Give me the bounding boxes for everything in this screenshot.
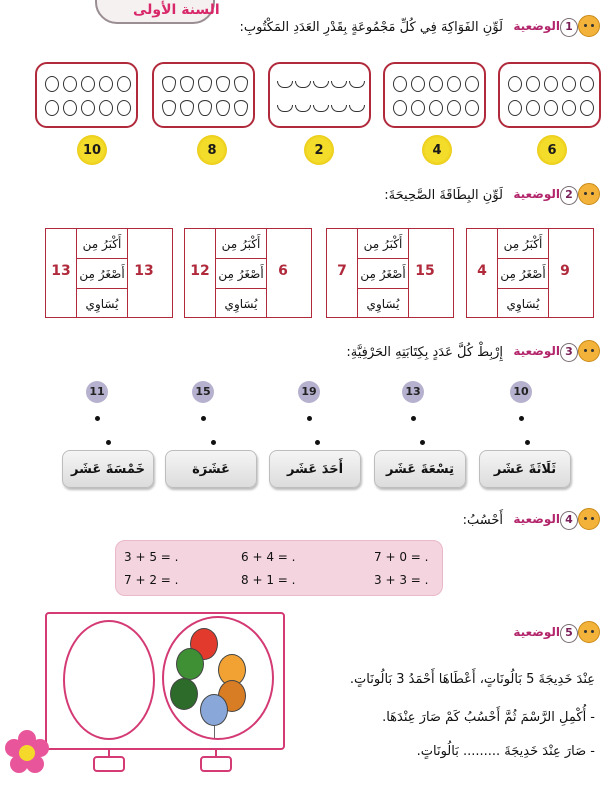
tomato-icon[interactable] [429, 100, 443, 116]
option-equal[interactable]: يُسَاوِي [224, 297, 258, 311]
apple-icon[interactable] [81, 100, 95, 116]
pear-icon[interactable] [180, 100, 194, 116]
apple-icon[interactable] [45, 76, 59, 92]
section-number: 4 [560, 511, 578, 530]
connect-dot[interactable] [420, 440, 425, 445]
connect-dot[interactable] [201, 416, 206, 421]
story-text: عِنْدَ خَدِيجَةَ 5 بَالُونَاتٍ، أَعْطَاهَا أَحْمَدُ 3 بَالُونَاتٍ. [349, 672, 595, 687]
bear-icon [578, 183, 600, 205]
banana-icon[interactable] [313, 81, 329, 88]
answer-box[interactable] [200, 756, 232, 772]
option-greater[interactable]: أَكْبَرُ مِن [358, 229, 408, 259]
instruction-4: أَحْسُبُ: [462, 513, 503, 528]
pear-icon[interactable] [216, 100, 230, 116]
apple-icon[interactable] [99, 100, 113, 116]
connect-dot[interactable] [525, 440, 530, 445]
section-number: 5 [560, 624, 578, 643]
option-less[interactable]: أَصْغَرُ مِن [216, 259, 266, 289]
tomato-icon[interactable] [393, 76, 407, 92]
count-star: 4 [422, 135, 452, 165]
section-number: 1 [560, 18, 578, 37]
card-right-number: 9 [560, 263, 570, 279]
strawberry-icon[interactable] [562, 100, 576, 116]
number-circle[interactable]: 19 [298, 381, 320, 403]
card-options [357, 228, 409, 318]
count-star: 10 [77, 135, 107, 165]
option-equal[interactable]: يُسَاوِي [506, 297, 540, 311]
pear-icon[interactable] [162, 100, 176, 116]
number-word[interactable]: خَمْسَةَ عَشَر [62, 450, 154, 488]
number-circle[interactable]: 11 [86, 381, 108, 403]
strawberry-icon[interactable] [580, 76, 594, 92]
banana-icon[interactable] [331, 81, 347, 88]
option-less[interactable]: أَصْغَرُ مِن [498, 259, 548, 289]
connect-dot[interactable] [106, 440, 111, 445]
bear-icon [578, 15, 600, 37]
calculation[interactable]: 3 + 5 = . [124, 550, 179, 564]
section-number: 2 [560, 186, 578, 205]
bear-icon [578, 508, 600, 530]
pear-icon[interactable] [180, 76, 194, 92]
instruction-1: لَوِّنِ الفَوَاكِهَ فِي كُلِّ مَجْمُوعَةٍ بِقَدْرِ العَدَدِ المَكْتُوبِ: [239, 20, 503, 35]
banana-icon[interactable] [277, 81, 293, 88]
section-label: الوضعية [513, 187, 560, 201]
instruction-3: إِرْبِطْ كُلَّ عَدَدٍ بِكِتَابَتِهِ الحَرْفِيَّةِ: [346, 345, 503, 360]
comparison-card[interactable] [184, 228, 312, 318]
comparison-card[interactable] [466, 228, 594, 318]
tomato-icon[interactable] [429, 76, 443, 92]
count-star: 2 [304, 135, 334, 165]
fruit-group-pears [152, 62, 255, 128]
calculation[interactable]: 7 + 2 = . [124, 573, 179, 587]
fruit-group-tomatoes [383, 62, 486, 128]
banana-icon[interactable] [295, 81, 311, 88]
option-less[interactable]: أَصْغَرُ مِن [77, 259, 127, 289]
apple-icon[interactable] [63, 100, 77, 116]
number-word[interactable]: أَحَدَ عَشَر [269, 450, 361, 488]
calculation[interactable]: 6 + 4 = . [241, 550, 296, 564]
banana-icon[interactable] [349, 105, 365, 112]
card-options [215, 228, 267, 318]
fruit-grid [276, 72, 366, 120]
number-circle[interactable]: 10 [510, 381, 532, 403]
balloon-string [214, 726, 215, 738]
strawberry-icon[interactable] [508, 100, 522, 116]
connect-dot[interactable] [307, 416, 312, 421]
calculation[interactable]: 8 + 1 = . [241, 573, 296, 587]
option-greater[interactable]: أَكْبَرُ مِن [77, 229, 127, 259]
story-task: - أُكْمِلِ الرَّسْمَ ثُمَّ أَحْسُبُ كَمْ صَارَ عِنْدَهَا. [382, 710, 595, 725]
fruit-group-bananas [268, 62, 371, 128]
option-less[interactable]: أَصْغَرُ مِن [358, 259, 408, 289]
answer-box[interactable] [93, 756, 125, 772]
card-right-number: 15 [415, 263, 435, 279]
connect-dot[interactable] [315, 440, 320, 445]
fruit-group-strawberries [498, 62, 601, 128]
banana-icon[interactable] [295, 105, 311, 112]
apple-icon[interactable] [117, 100, 131, 116]
tomato-icon[interactable] [465, 100, 479, 116]
balloon-icon [170, 678, 198, 710]
comparison-card[interactable] [326, 228, 454, 318]
number-word[interactable]: عَشَرَة [165, 450, 257, 488]
strawberry-icon[interactable] [544, 100, 558, 116]
section-badge-2 [510, 185, 586, 207]
strawberry-icon[interactable] [526, 76, 540, 92]
grade-label: السنة الأولى [133, 2, 220, 18]
number-word[interactable]: ثَلَاثَةَ عَشَر [479, 450, 571, 488]
option-greater[interactable]: أَكْبَرُ مِن [498, 229, 548, 259]
count-star: 6 [537, 135, 567, 165]
strawberry-icon[interactable] [526, 100, 540, 116]
tomato-icon[interactable] [447, 76, 461, 92]
fruit-grid [391, 72, 481, 120]
section-label: الوضعية [513, 344, 560, 358]
number-circle[interactable]: 13 [402, 381, 424, 403]
section-badge-3 [510, 342, 586, 364]
flower-icon [2, 728, 52, 778]
fruit-grid [160, 72, 250, 120]
comparison-card[interactable] [45, 228, 173, 318]
option-equal[interactable]: يُسَاوِي [366, 297, 400, 311]
banana-icon[interactable] [331, 105, 347, 112]
option-equal[interactable]: يُسَاوِي [85, 297, 119, 311]
empty-drawing-area[interactable] [63, 620, 155, 740]
connect-dot[interactable] [95, 416, 100, 421]
story-answer[interactable]: - صَارَ عِنْدَ خَدِيجَةَ ......... بَالُونَاتٍ. [416, 744, 595, 759]
strawberry-icon[interactable] [508, 76, 522, 92]
pear-icon[interactable] [198, 76, 212, 92]
strawberry-icon[interactable] [580, 100, 594, 116]
balloon-icon [200, 694, 228, 726]
apple-icon[interactable] [117, 76, 131, 92]
card-left-number: 13 [51, 263, 71, 279]
apple-icon[interactable] [45, 100, 59, 116]
pear-icon[interactable] [198, 100, 212, 116]
bear-icon [578, 621, 600, 643]
tomato-icon[interactable] [393, 100, 407, 116]
section-badge-5 [510, 623, 586, 645]
card-options [76, 228, 128, 318]
bear-icon [578, 340, 600, 362]
strawberry-icon[interactable] [544, 76, 558, 92]
section-number: 3 [560, 343, 578, 362]
card-right-number: 6 [278, 263, 288, 279]
banana-icon[interactable] [313, 105, 329, 112]
connect-dot[interactable] [211, 440, 216, 445]
balloon-icon [176, 648, 204, 680]
tomato-icon[interactable] [411, 100, 425, 116]
card-left-number: 7 [337, 263, 347, 279]
calculation[interactable]: 7 + 0 = . [374, 550, 429, 564]
connect-dot[interactable] [411, 416, 416, 421]
apple-icon[interactable] [99, 76, 113, 92]
pear-icon[interactable] [162, 76, 176, 92]
fruit-group-apples [35, 62, 138, 128]
fruit-grid [43, 72, 133, 120]
fruit-grid [506, 72, 596, 120]
pear-icon[interactable] [234, 76, 248, 92]
option-greater[interactable]: أَكْبَرُ مِن [216, 229, 266, 259]
banana-icon[interactable] [277, 105, 293, 112]
section-label: الوضعية [513, 512, 560, 526]
calculation[interactable]: 3 + 3 = . [374, 573, 429, 587]
section-label: الوضعية [513, 625, 560, 639]
apple-icon[interactable] [81, 76, 95, 92]
number-word[interactable]: تِسْعَةَ عَشَر [374, 450, 466, 488]
card-right-number: 13 [134, 263, 154, 279]
section-badge-1 [510, 17, 586, 39]
strawberry-icon[interactable] [562, 76, 576, 92]
tomato-icon[interactable] [447, 100, 461, 116]
apple-icon[interactable] [63, 76, 77, 92]
section-badge-4 [510, 510, 586, 532]
card-options [497, 228, 549, 318]
banana-icon[interactable] [349, 81, 365, 88]
connect-dot[interactable] [519, 416, 524, 421]
card-left-number: 12 [190, 263, 210, 279]
tomato-icon[interactable] [411, 76, 425, 92]
number-circle[interactable]: 15 [192, 381, 214, 403]
instruction-2: لَوِّنِ البِطَاقَةَ الصَّحِيحَةَ: [384, 188, 503, 203]
tomato-icon[interactable] [465, 76, 479, 92]
pear-icon[interactable] [216, 76, 230, 92]
count-star: 8 [197, 135, 227, 165]
calculation-panel [115, 540, 443, 596]
pear-icon[interactable] [234, 100, 248, 116]
card-left-number: 4 [477, 263, 487, 279]
section-label: الوضعية [513, 19, 560, 33]
